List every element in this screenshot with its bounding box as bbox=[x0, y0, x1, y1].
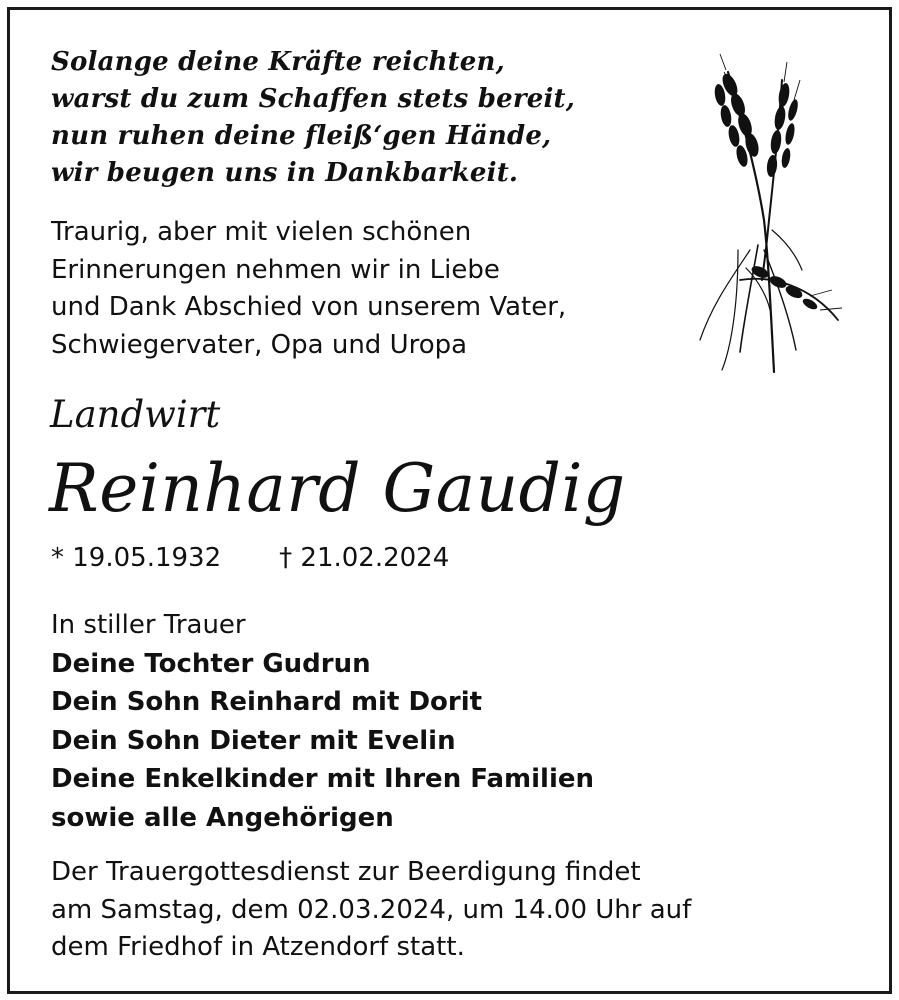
occupation-title: Landwirt bbox=[50, 393, 221, 436]
mourner-line: Dein Sohn Reinhard mit Dorit bbox=[51, 687, 483, 717]
service-line: am Samstag, dem 02.03.2024, um 14.00 Uhr auf bbox=[51, 894, 692, 925]
mourner-line: Deine Tochter Gudrun bbox=[51, 648, 371, 679]
service-line: Der Trauergottesdienst zur Beerdigung findet bbox=[51, 857, 641, 887]
intro-line: Erinnerungen nehmen wir in Liebe bbox=[51, 254, 500, 285]
wheat-ears-icon bbox=[690, 50, 850, 380]
intro-text bbox=[51, 214, 566, 364]
intro-line: Schwiegervater, Opa und Uropa bbox=[51, 329, 468, 360]
mourner-line: Dein Sohn Dieter mit Evelin bbox=[51, 725, 456, 756]
mourners-list bbox=[51, 606, 594, 837]
birth-date: * 19.05.1932 bbox=[51, 543, 222, 573]
poem-line: nun ruhen deine fleiß‘gen Hände, bbox=[51, 121, 552, 151]
poem-line: warst du zum Schaffen stets bereit, bbox=[51, 84, 576, 114]
funeral-service-info bbox=[51, 854, 691, 967]
intro-line: und Dank Abschied von unserem Vater, bbox=[51, 292, 567, 322]
mourners-intro: In stiller Trauer bbox=[51, 610, 246, 640]
life-dates bbox=[51, 540, 449, 576]
deceased-name: Reinhard Gaudig bbox=[49, 450, 626, 527]
intro-line: Traurig, aber mit vielen schönen bbox=[51, 217, 472, 247]
memorial-poem bbox=[51, 44, 575, 192]
service-line: dem Friedhof in Atzendorf statt. bbox=[51, 932, 465, 962]
death-date: † 21.02.2024 bbox=[279, 543, 450, 573]
mourner-line: sowie alle Angehörigen bbox=[51, 802, 394, 833]
mourner-line: Deine Enkelkinder mit Ihren Familien bbox=[51, 764, 595, 794]
poem-line: Solange deine Kräfte reichten, bbox=[51, 47, 505, 77]
poem-line: wir beugen uns in Dankbarkeit. bbox=[51, 158, 519, 188]
